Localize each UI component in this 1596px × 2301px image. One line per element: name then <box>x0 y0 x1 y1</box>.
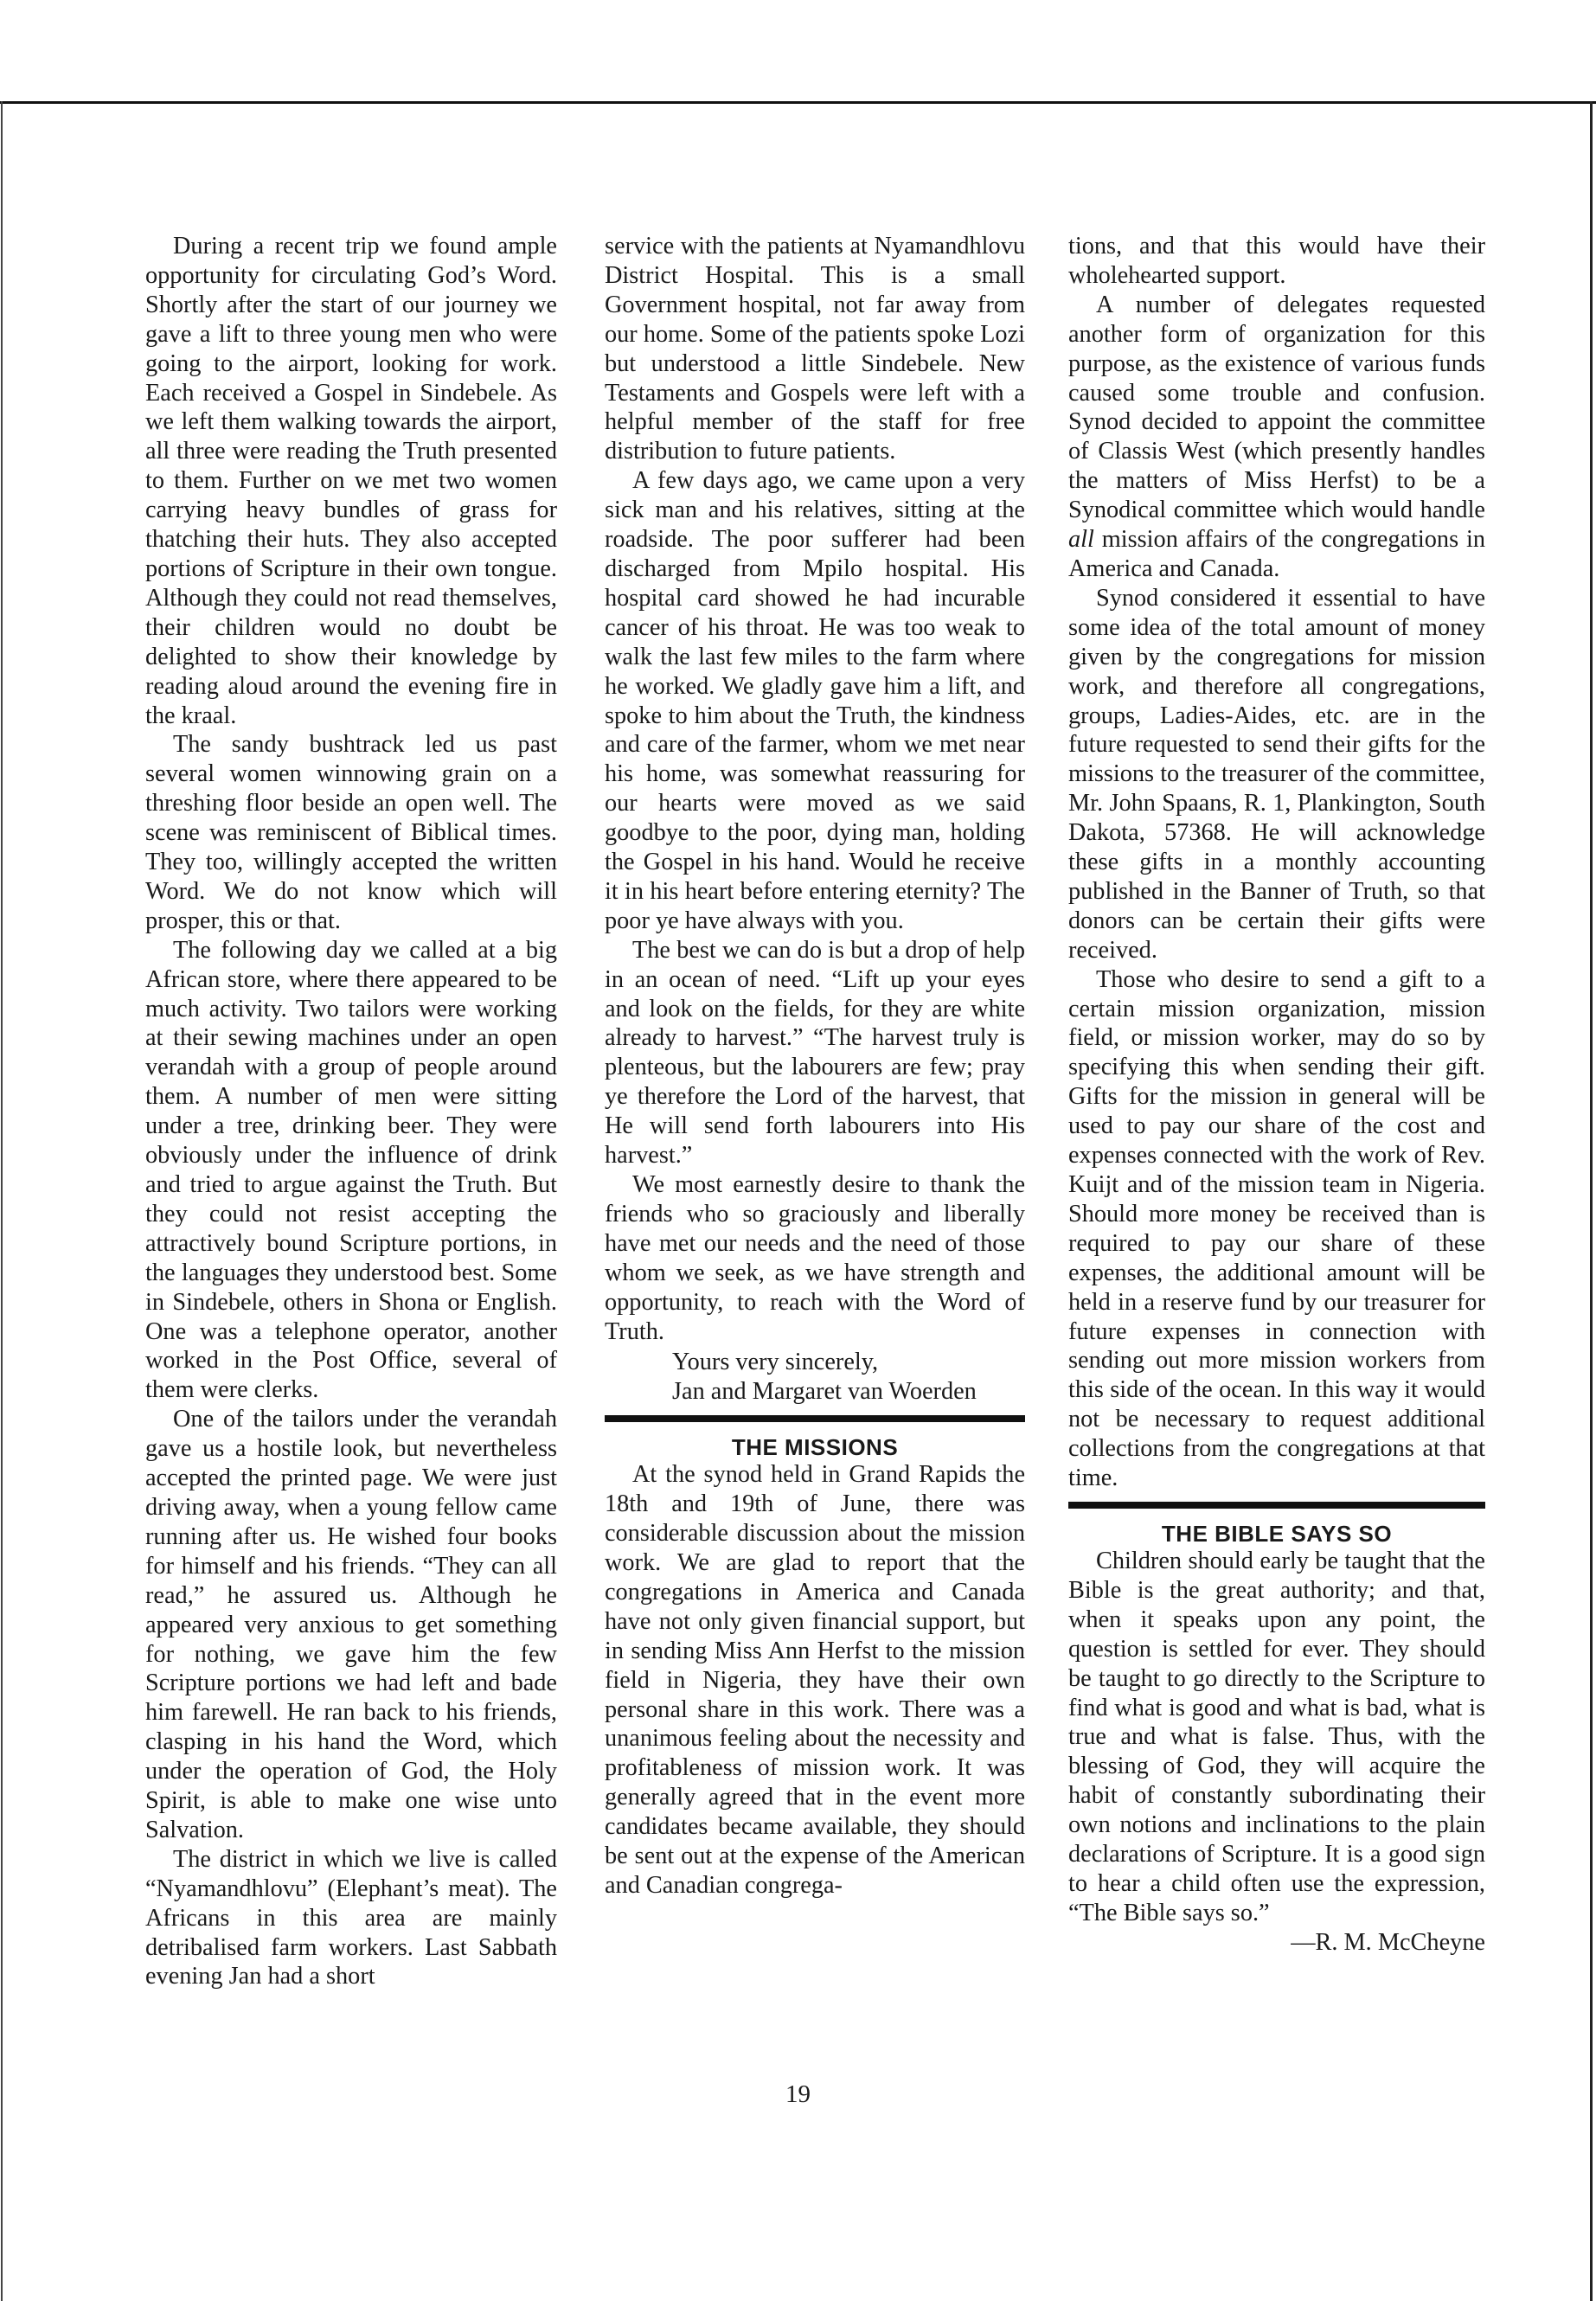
article-column-2 <box>605 232 1025 1900</box>
emphasis-text: all <box>1068 526 1094 554</box>
paragraph: One of the tailors under the verandah gave us a hostile look, but nevertheless accepted the printed page. We were just driving away, when a young fellow came running after us. He wished four books for himself and his friends. “They can all read,” he assured us. Although he appeared very anxious to get something for nothing, we gave him the few Scripture portions we had left and bade him farewell. He ran back to his friends, clasping in his hand the Word, which under the operation of God, the Holy Spirit, is able to make one wise unto Salvation. <box>145 1406 557 1843</box>
signoff-signature: Jan and Margaret van Woerden <box>672 1378 977 1406</box>
page-right-border <box>1590 101 1593 2301</box>
paragraph-text: A number of delegates requested another form of organization for this purpose, as the existence of various funds caused some trouble and confusion. Synod decided to appoint the committee of Classis West (which presently handles the matters of Miss Herfst) to be a Synodical committee which would handle <box>1068 291 1485 524</box>
paragraph: We most earnestly desire to thank the friends who so graciously and liberally have met our needs and the need of those whom we seek, as we have strength and opportunity, to reach with the Word of Truth. <box>605 1171 1025 1345</box>
page-number: 19 <box>785 2080 811 2108</box>
page-left-border <box>1 101 3 2301</box>
paragraph: The sandy bushtrack led us past several women winnowing grain on a threshing floor beside an open well. The scene was reminiscent of Biblical times. They too, willingly accepted the written Word. We do not know which will prosper, this or that. <box>145 731 557 934</box>
signoff-closing: Yours very sincerely, <box>672 1349 879 1376</box>
section-divider <box>1068 1502 1485 1509</box>
article-column-1 <box>145 232 557 1991</box>
paragraph: Those who desire to send a gift to a certain mission organization, mission field, or mission worker, may do so by specifying this when sending their gift. Gifts for the mission in general will be used to pay our share of the cost and expenses connected with the work of Rev. Kuijt and of the mission team in Nigeria. Should more money be received than is required to pay our share of these expenses, the additional amount will be held in a reserve fund by our treasurer for future expenses in connection with sending out more mission workers from this side of the ocean. In this way it would not be necessary to request additional collections from the congregations at that time. <box>1068 965 1485 1492</box>
missions-heading: THE MISSIONS <box>731 1434 899 1461</box>
paragraph: At the synod held in Grand Rapids the 18th and 19th of June, there was considerable discussion about the mission work. We are glad to report that the congregations in America and Canada have not only given financial support, but in sending Miss Ann Herfst to the mission field in Nigeria, they have their own personal share in this work. There was a unanimous feeling about the necessity and profitableness of mission work. It was generally agreed that in the event more candidates became available, they should be sent out at the expense of the American and Canadian congrega- <box>605 1461 1025 1899</box>
page-top-border <box>0 101 1596 104</box>
paragraph: The district in which we live is called “Nyamandhlovu” (Elephant’s meat). The Africans in this area are mainly detribalised farm workers. Last Sabbath evening Jan had a short <box>145 1845 557 1990</box>
paragraph: Synod considered it essential to have some idea of the total amount of money given by the congregations for mission work, and therefore all congregations, groups, Ladies-Aides, etc. are in the future requested to send their gifts for the missions to the treasurer of the committee, Mr. John Spaans, R. 1, Plankington, South Dakota, 57368. He will acknowledge these gifts in a monthly accounting published in the Banner of Truth, so that donors can be certain their gifts were received. <box>1068 584 1485 964</box>
paragraph: Children should early be taught that the Bible is the great authority; and that, when it speaks upon any point, the question is settled for ever. They should be taught to go directly to the Scripture to find what is good and what is bad, what is true and what is false. Thus, with the blessing of God, they will acquire the habit of constantly subordinating their own notions and inclinations to the plain declarations of Scripture. It is a good sign to hear a child often use the expression, “The Bible says so.” <box>1068 1547 1485 1926</box>
continued-paragraph: service with the patients at Nyamandhlovu District Hospital. This is a small Government hospital, not far away from our home. Some of the patients spoke Lozi but understood a little Sindebele. New Testaments and Gospels were left with a helpful member of the staff for free distribution to future patients. <box>605 233 1025 465</box>
section-divider <box>605 1415 1025 1422</box>
quote-attribution: —R. M. McCheyne <box>1291 1928 1485 1956</box>
letter-signoff <box>605 1348 1025 1407</box>
continued-paragraph: tions, and that this would have their wholehearted support. <box>1068 233 1485 289</box>
paragraph: A few days ago, we came upon a very sick man and his relatives, sitting at the roadside. The poor sufferer had been discharged from Mpilo hospital. His hospital card showed he had incurable cancer of his throat. He was too weak to walk the last few miles to the farm where he worked. We gladly gave him a lift, and spoke to him about the Truth, the kindness and care of the farmer, whom we met near his home, was somewhat reassuring for our hearts were moved as we said goodbye to the poor, dying man, holding the Gospel in his hand. Would he receive it in his heart before entering eternity? The poor ye have always with you. <box>605 467 1025 934</box>
paragraph <box>1068 291 1485 584</box>
paragraph: The best we can do is but a drop of help in an ocean of need. “Lift up your eyes and look on the fields, for they are white already to harvest.” “The harvest truly is plenteous, but the labourers are few; pray ye therefore the Lord of the harvest, that He will send forth labourers into His harvest.” <box>605 936 1025 1170</box>
bible-says-so-heading: THE BIBLE SAYS SO <box>1161 1520 1393 1547</box>
paragraph-text: mission affairs of the congregations in America and Canada. <box>1068 526 1485 582</box>
article-column-3 <box>1068 232 1485 1958</box>
paragraph: The following day we called at a big African store, where there appeared to be much activity. Two tailors were working at their sewing machines under an open verandah with a group of people around them. A number of men were sitting under a tree, drinking beer. They were obviously under the influence of drink and tried to argue against the Truth. But they could not resist accepting the attractively bound Scripture portions, in the languages they understood best. Some in Sindebele, others in Shona or English. One was a telephone operator, another worked in the Post Office, several of them were clerks. <box>145 936 557 1404</box>
paragraph: During a recent trip we found ample opportunity for circulating God’s Word. Shortly after the start of our journey we gave a lift to three young men who were going to the airport, looking for work. Each received a Gospel in Sindebele. As we left them walking towards the airport, all three were reading the Truth presented to them. Further on we met two women carrying heavy bundles of grass for thatching their huts. They also accepted portions of Scripture in their own tongue. Although they could not read themselves, their children would no doubt be delighted to show their knowledge by reading aloud around the evening fire in the kraal. <box>145 233 557 729</box>
